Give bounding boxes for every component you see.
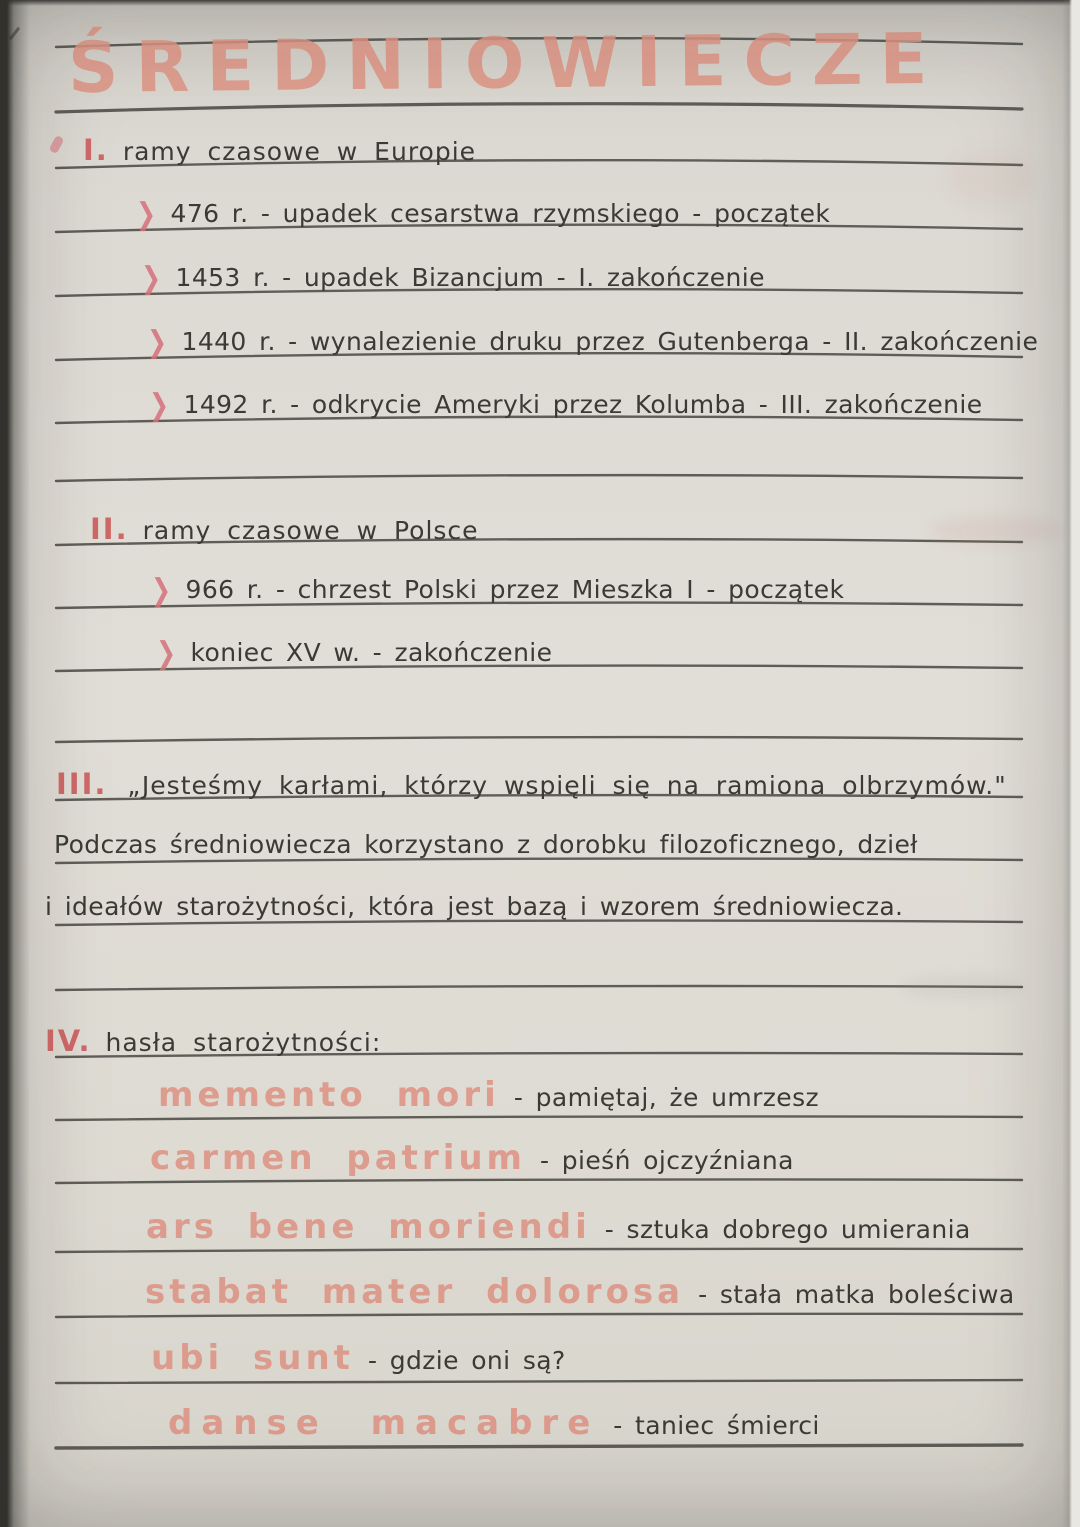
- quote-text: „Jesteśmy karłami, którzy wspięli się na ramiona olbrzymów.": [127, 771, 1007, 800]
- page-title: ŚREDNIOWIECZE: [67, 17, 945, 110]
- item-text: 1440 r. - wynalezienie druku przez Gutenberga - II. zakończenie: [181, 327, 1039, 356]
- timeline-item: [149, 387, 983, 423]
- arrow-bullet-icon: ❯: [156, 635, 177, 671]
- term-meaning: - taniec śmierci: [613, 1411, 820, 1440]
- arrow-bullet-icon: ❯: [147, 324, 168, 360]
- arrow-bullet-icon: ❯: [151, 572, 172, 608]
- timeline-item: [141, 260, 765, 296]
- section-i-heading: [83, 132, 476, 168]
- photo-edge-top: [0, 0, 1080, 6]
- item-text: 476 r. - upadek cesarstwa rzymskiego - początek: [170, 199, 831, 228]
- term-row: [151, 1337, 566, 1380]
- item-text: 966 r. - chrzest Polski przez Mieszka I - początek: [185, 575, 845, 604]
- photo-edge-right: [1062, 0, 1080, 1527]
- term-row: [158, 1074, 819, 1117]
- timeline-item: [136, 196, 831, 232]
- arrow-bullet-icon: ❯: [136, 196, 157, 232]
- paragraph-line: i ideałów starożytności, która jest bazą i wzorem średniowiecza.: [45, 892, 904, 921]
- section-iii-heading: [56, 766, 1007, 802]
- item-text: 1453 r. - upadek Bizancjum - I. zakończenie: [175, 263, 765, 292]
- paragraph-line: Podczas średniowiecza korzystano z dorobku filozoficznego, dzieł: [54, 830, 918, 859]
- term-meaning: - pamiętaj, że umrzesz: [513, 1083, 820, 1112]
- arrow-bullet-icon: ❯: [149, 387, 170, 423]
- term-meaning: - sztuka dobrego umierania: [604, 1215, 971, 1244]
- latin-phrase: stabat mater dolorosa: [145, 1272, 685, 1312]
- section-iv-title: hasła starożytności:: [105, 1028, 382, 1057]
- term-row: [168, 1402, 820, 1445]
- latin-phrase: ars bene moriendi: [146, 1207, 591, 1247]
- term-meaning: - stała matka boleściwa: [698, 1280, 1015, 1309]
- timeline-item: [156, 635, 553, 671]
- latin-phrase: ubi sunt: [151, 1338, 354, 1378]
- arrow-bullet-icon: ❯: [141, 260, 162, 296]
- section-iv-numeral: IV.: [45, 1024, 92, 1058]
- section-i-title: ramy czasowe w Europie: [122, 137, 477, 166]
- section-iv-heading: [45, 1023, 381, 1059]
- latin-phrase: memento mori: [158, 1075, 500, 1115]
- section-i-numeral: I.: [83, 133, 109, 167]
- item-text: koniec XV w. - zakończenie: [190, 638, 553, 667]
- item-text: 1492 r. - odkrycie Ameryki przez Kolumba - III. zakończenie: [183, 390, 983, 419]
- term-row: [146, 1206, 971, 1249]
- timeline-item: [151, 572, 845, 608]
- latin-phrase: carmen patrium: [150, 1138, 526, 1178]
- section-ii-title: ramy czasowe w Polsce: [142, 516, 479, 545]
- section-ii-numeral: II.: [90, 512, 129, 546]
- section-ii-heading: [90, 511, 479, 547]
- term-meaning: - gdzie oni są?: [367, 1346, 566, 1375]
- term-meaning: - pieśń ojczyźniana: [539, 1146, 794, 1175]
- latin-phrase: danse macabre: [168, 1403, 600, 1443]
- photo-edge-left: [0, 0, 30, 1527]
- term-row: [145, 1271, 1015, 1314]
- section-iii-numeral: III.: [56, 767, 108, 801]
- term-row: [150, 1137, 794, 1180]
- timeline-item: [147, 324, 1039, 360]
